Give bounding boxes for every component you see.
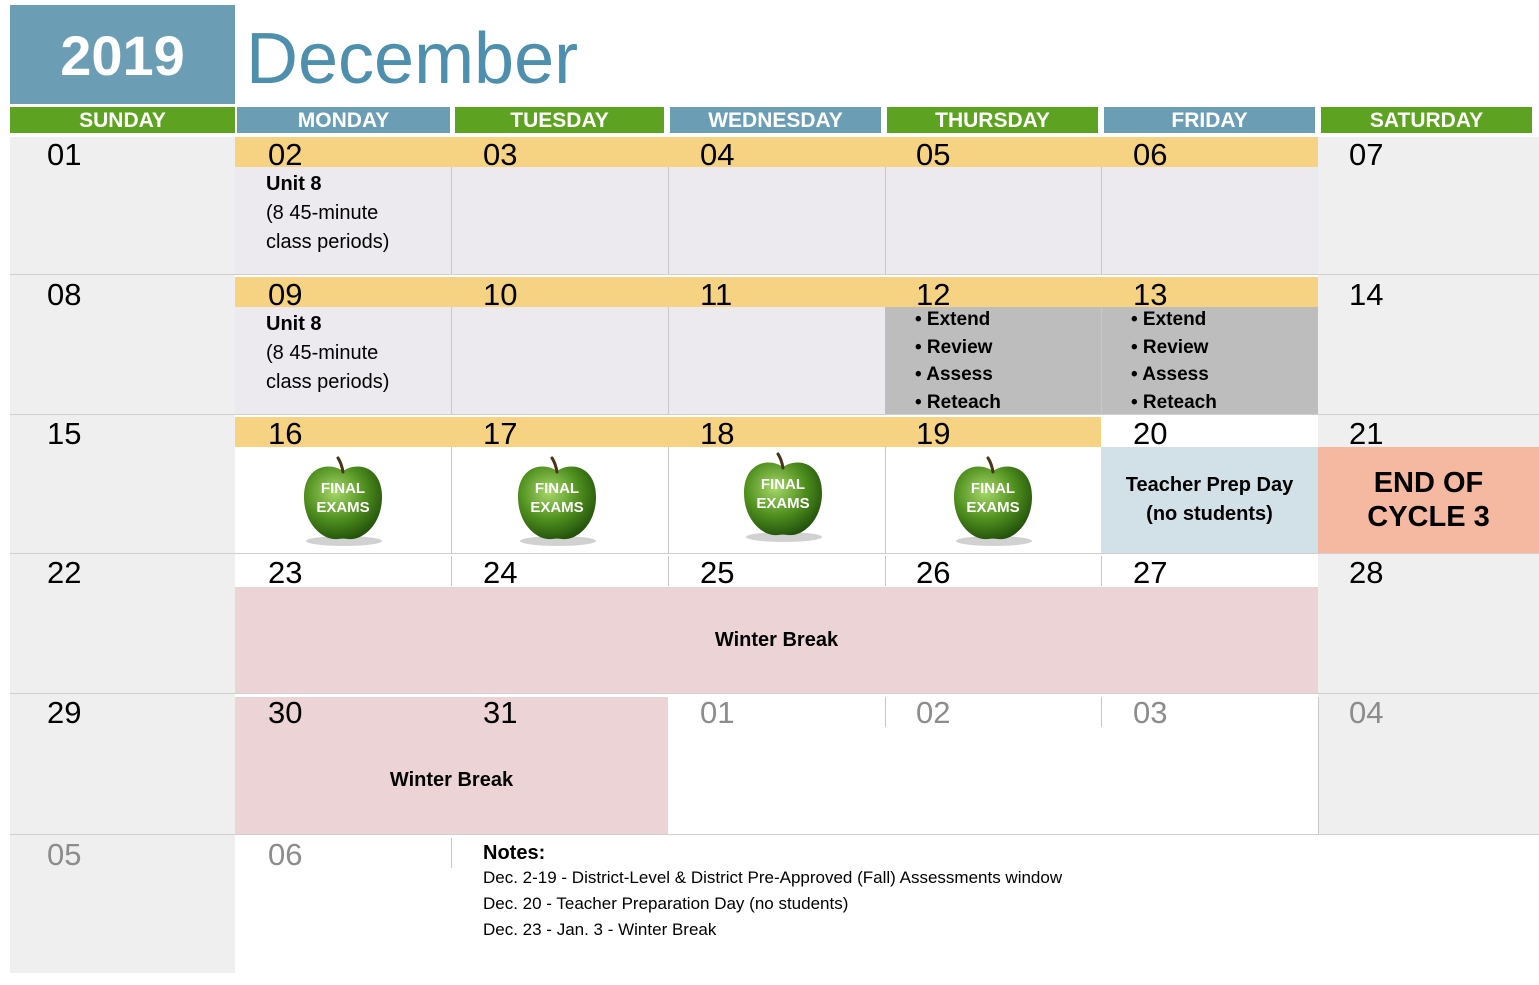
final-exams-apple-text: EXAMS bbox=[316, 499, 370, 516]
review-item: • Extend bbox=[915, 309, 991, 330]
divider bbox=[451, 307, 452, 414]
review-list bbox=[1131, 306, 1217, 416]
day-number-next-month: 04 bbox=[1349, 695, 1384, 730]
day-number: 20 bbox=[1133, 416, 1168, 451]
end-of-cycle-line: CYCLE 3 bbox=[1367, 501, 1490, 533]
divider bbox=[1318, 697, 1319, 834]
month-title: December bbox=[246, 19, 579, 99]
divider bbox=[10, 414, 1539, 415]
final-exams-apple-text: EXAMS bbox=[966, 499, 1020, 516]
day-number: 28 bbox=[1349, 555, 1384, 590]
winter-break-label: Winter Break bbox=[389, 768, 514, 791]
day-number: 15 bbox=[47, 416, 82, 451]
day-number: 27 bbox=[1133, 555, 1168, 590]
unit-block bbox=[266, 170, 389, 257]
day-number-next-month: 03 bbox=[1133, 695, 1168, 730]
unit-title: Unit 8 bbox=[266, 313, 322, 335]
weekday-monday: MONDAY bbox=[237, 107, 450, 133]
review-item: • Reteach bbox=[1131, 391, 1217, 413]
final-exams-apple-icon bbox=[738, 451, 828, 543]
weekday-thursday: THURSDAY bbox=[887, 107, 1098, 133]
divider bbox=[1101, 556, 1102, 586]
final-exams-apple-icon bbox=[948, 455, 1038, 547]
divider bbox=[10, 274, 1539, 275]
winter-break-label: Winter Break bbox=[714, 628, 839, 651]
day-number: 03 bbox=[483, 137, 518, 172]
divider bbox=[451, 838, 452, 868]
day-number: 01 bbox=[47, 137, 82, 172]
day-number: 17 bbox=[483, 416, 518, 451]
weekday-wednesday: WEDNESDAY bbox=[670, 107, 881, 133]
divider bbox=[451, 167, 452, 274]
divider bbox=[668, 447, 669, 553]
divider bbox=[10, 553, 1539, 554]
notes-line: Dec. 2-19 - District-Level & District Pre-Approved (Fall) Assessments window bbox=[483, 868, 1063, 887]
unit-detail: class periods) bbox=[266, 371, 390, 393]
divider bbox=[668, 307, 669, 414]
divider bbox=[10, 834, 1539, 835]
divider bbox=[885, 167, 886, 274]
divider bbox=[1101, 697, 1102, 727]
unit-detail: (8 45-minute bbox=[266, 342, 379, 364]
day-number: 02 bbox=[268, 137, 303, 172]
day-number: 07 bbox=[1349, 137, 1384, 172]
day-number: 10 bbox=[483, 277, 518, 312]
review-item: • Review bbox=[1131, 336, 1209, 358]
day-number: 14 bbox=[1349, 277, 1384, 312]
day-number: 22 bbox=[47, 555, 82, 590]
day-number: 18 bbox=[700, 416, 735, 451]
week3-highlight-band bbox=[235, 417, 1101, 447]
teacher-prep-label: Teacher Prep Day bbox=[1125, 474, 1294, 496]
day-number: 05 bbox=[916, 137, 951, 172]
end-of-cycle-line: END OF bbox=[1373, 467, 1484, 499]
weekday-saturday: SATURDAY bbox=[1321, 107, 1532, 133]
week1-body bbox=[235, 167, 1318, 274]
divider bbox=[10, 693, 1539, 694]
divider bbox=[885, 697, 886, 727]
sunday-column-bg bbox=[10, 137, 235, 973]
day-number: 26 bbox=[916, 555, 951, 590]
final-exams-apple-text: FINAL bbox=[760, 476, 806, 493]
unit-block bbox=[266, 310, 389, 397]
review-item: • Assess bbox=[915, 364, 993, 385]
day-number: 21 bbox=[1349, 416, 1384, 451]
divider bbox=[451, 447, 452, 553]
day-number: 24 bbox=[483, 555, 518, 590]
review-item: • Review bbox=[915, 336, 993, 358]
weekday-sunday: SUNDAY bbox=[10, 107, 235, 133]
day-number: 09 bbox=[268, 277, 303, 312]
day-number: 11 bbox=[700, 277, 733, 312]
divider bbox=[885, 556, 886, 586]
unit-detail: class periods) bbox=[266, 231, 390, 253]
notes-line: Dec. 23 - Jan. 3 - Winter Break bbox=[483, 920, 717, 939]
final-exams-apple-text: EXAMS bbox=[530, 499, 584, 516]
day-number: 13 bbox=[1133, 277, 1168, 312]
review-list bbox=[915, 306, 1001, 416]
unit-title: Unit 8 bbox=[266, 173, 322, 195]
day-number: 08 bbox=[47, 277, 82, 312]
day-number: 23 bbox=[268, 555, 303, 590]
weekday-friday: FRIDAY bbox=[1104, 107, 1315, 133]
review-item: • Extend bbox=[1131, 309, 1207, 330]
weekday-tuesday: TUESDAY bbox=[455, 107, 664, 133]
unit-detail: (8 45-minute bbox=[266, 202, 379, 224]
teacher-prep-day bbox=[1101, 447, 1318, 553]
day-number: 29 bbox=[47, 695, 82, 730]
review-item: • Assess bbox=[1131, 364, 1209, 385]
day-number: 06 bbox=[1133, 137, 1168, 172]
final-exams-apple-icon bbox=[298, 455, 388, 547]
day-number: 12 bbox=[916, 277, 951, 312]
notes-line: Dec. 20 - Teacher Preparation Day (no students) bbox=[483, 894, 849, 913]
teacher-prep-note: (no students) bbox=[1146, 503, 1273, 525]
final-exams-apple-text: FINAL bbox=[534, 480, 580, 497]
year-label: 2019 bbox=[60, 24, 185, 87]
day-number-next-month: 06 bbox=[268, 837, 303, 872]
divider bbox=[1101, 167, 1102, 274]
divider bbox=[451, 556, 452, 586]
day-number-next-month: 01 bbox=[700, 695, 735, 730]
day-number: 31 bbox=[483, 695, 518, 730]
end-of-cycle-banner bbox=[1318, 447, 1539, 553]
final-exams-apple-text: FINAL bbox=[320, 480, 366, 497]
day-number: 19 bbox=[916, 416, 951, 451]
day-number: 16 bbox=[268, 416, 303, 451]
divider bbox=[1101, 307, 1102, 414]
review-item: • Reteach bbox=[915, 391, 1001, 413]
day-number: 04 bbox=[700, 137, 735, 172]
final-exams-apple-text: FINAL bbox=[970, 480, 1016, 497]
final-exams-apple-text: EXAMS bbox=[756, 495, 810, 512]
day-number: 25 bbox=[700, 555, 735, 590]
day-number-next-month: 02 bbox=[916, 695, 951, 730]
day-number-next-month: 05 bbox=[47, 837, 82, 872]
divider bbox=[885, 447, 886, 553]
notes-section bbox=[483, 841, 1062, 943]
divider bbox=[668, 556, 669, 586]
final-exams-apple-icon bbox=[512, 455, 602, 547]
divider bbox=[668, 167, 669, 274]
day-number: 30 bbox=[268, 695, 303, 730]
notes-title: Notes: bbox=[483, 842, 546, 864]
